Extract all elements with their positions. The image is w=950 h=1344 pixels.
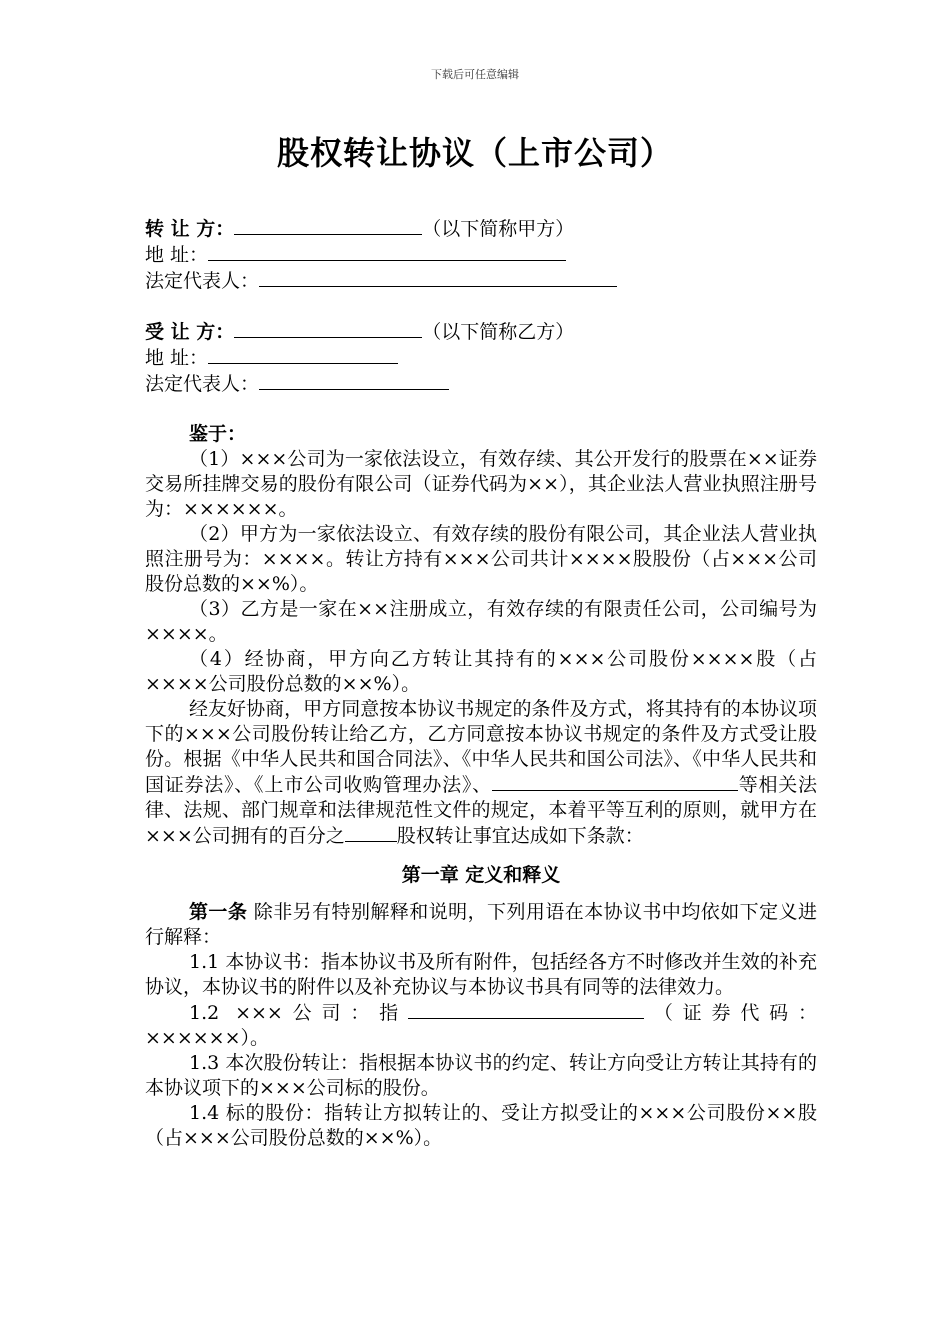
transferee-blank — [234, 319, 422, 338]
transferee-rep-label: 法定代表人： — [145, 373, 260, 395]
document-body — [145, 216, 817, 1151]
definition-1-2 — [145, 1000, 817, 1051]
article-1-text: 除非另有特别解释和说明，下列用语在本协议书中均依如下定义进行解释： — [145, 901, 817, 948]
transferor-address-label: 地 址： — [145, 244, 209, 266]
transferee-label: 受 让 方： — [145, 321, 235, 343]
company-name-blank — [408, 1000, 644, 1019]
whereas-p3: （3）乙方是一家在××注册成立，有效存续的有限责任公司，公司编号为××××。 — [145, 598, 817, 645]
whereas-p5-a: 经友好协商，甲方同意按本协议书规定的条件及方式，将其持有的本协议项下的×××公司股份转让给乙方，乙方同意按本协议书规定的条件及方式受让股份。根据《中华人民共和国合同法》、《中华人民共和国公司法》、《中华人民共和国证券法》、《上市公司收购管理办法》、 — [145, 698, 817, 796]
transferor-abbr: （以下简称甲方） — [422, 218, 575, 240]
definition-1-1: 1.1 本协议书：指本协议书及所有附件，包括经各方不时修改并生效的补充协议，本协议书的附件以及补充协议与本协议书具有同等的法律效力。 — [145, 951, 817, 998]
percent-blank — [345, 823, 397, 842]
whereas-p4: （4）经协商，甲方向乙方转让其持有的×××公司股份××××股（占××××公司股份总数的××%）。 — [145, 648, 817, 695]
header-note: 下载后可任意编辑 — [431, 68, 519, 81]
transferee-address-line — [145, 345, 817, 371]
transferee-address-label: 地 址： — [145, 347, 209, 369]
transferor-address-blank — [208, 242, 566, 261]
transferor-rep-blank — [259, 268, 617, 287]
whereas-p1: （1）×××公司为一家依法设立，有效存续、其公开发行的股票在××证券交易所挂牌交易的股份有限公司（证券代码为××），其企业法人营业执照注册号为：××××××。 — [145, 448, 817, 520]
transferee-line — [145, 319, 817, 345]
laws-blank — [492, 772, 738, 791]
definition-1-3: 1.3 本次股份转让：指根据本协议书的约定、转让方向受让方转让其持有的本协议项下的×××公司标的股份。 — [145, 1052, 817, 1099]
transferor-blank — [234, 216, 422, 235]
transferor-rep-line — [145, 268, 817, 294]
definition-1-2-b: （证券代码：××××××）。 — [145, 1002, 817, 1049]
transferor-address-line — [145, 242, 817, 268]
transferee-rep-blank — [259, 371, 449, 390]
definition-1-2-a: 1.2 ×××公司：指 — [189, 1002, 408, 1024]
article-1-label: 第一条 — [189, 901, 248, 923]
transferor-label: 转 让 方： — [145, 218, 235, 240]
whereas-heading: 鉴于： — [189, 423, 247, 445]
whereas-p5 — [145, 697, 817, 849]
article-1 — [145, 900, 817, 950]
transferee-address-blank — [208, 345, 398, 364]
whereas-p5-b: 等相关法律、法规、部门规章和法律规范性文件的规定，本着平等互利的原则，就甲方在×××公司拥有的百分之 — [145, 774, 817, 847]
chapter-1-heading: 第一章 定义和释义 — [401, 864, 561, 886]
transferee-rep-line — [145, 371, 817, 397]
transferor-line — [145, 216, 817, 242]
whereas-p5-c: 股权转让事宜达成如下条款： — [396, 825, 644, 847]
definition-1-4: 1.4 标的股份：指转让方拟转让的、受让方拟受让的×××公司股份××股（占×××公司股份总数的××%）。 — [145, 1102, 817, 1149]
transferor-rep-label: 法定代表人： — [145, 270, 260, 292]
whereas-p2: （2）甲方为一家依法设立、有效存续的股份有限公司，其企业法人营业执照注册号为：××××。转让方持有×××公司共计××××股股份（占×××公司股份总数的××%）。 — [145, 523, 817, 595]
document-title: 股权转让协议（上市公司） — [276, 134, 673, 172]
transferee-abbr: （以下简称乙方） — [422, 321, 575, 343]
